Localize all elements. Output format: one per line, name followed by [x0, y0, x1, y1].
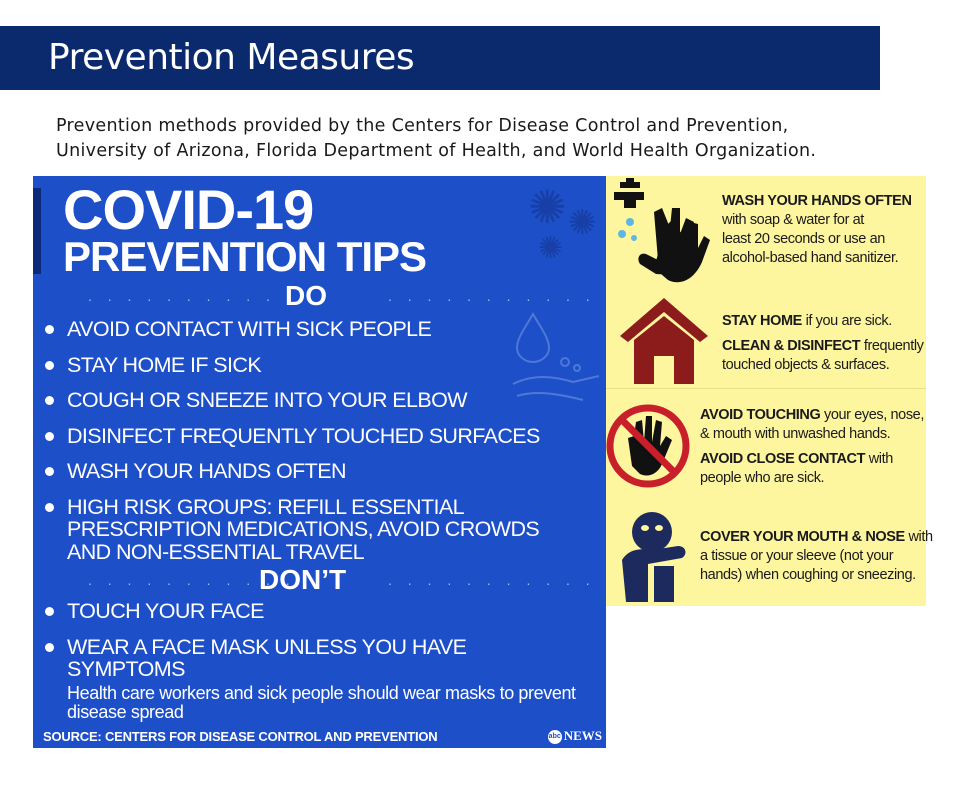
poster-heading — [63, 178, 427, 280]
virus-icon: ✺ — [538, 232, 564, 265]
covid-tips-poster — [33, 176, 606, 748]
abc-news-logo: abc NEWS — [548, 728, 602, 743]
dont-label: DON’T — [259, 564, 347, 595]
avoid-touching-text: AVOID TOUCHING your eyes, nose, & mouth with unwashed hands. AVOID CLOSE CONTACT with people who are sick. — [700, 407, 924, 486]
dot-leader: . . . . . . . . . . . — [88, 572, 296, 588]
dont-list — [43, 600, 503, 694]
poster-source: SOURCE: CENTERS FOR DISEASE CONTROL AND PREVENTION — [43, 729, 438, 744]
subtitle — [56, 114, 936, 164]
wash-hands-text: WASH YOUR HANDS OFTEN with soap & water for at least 20 seconds or use an alcohol-based hand sanitizer. — [722, 193, 912, 266]
do-item: HIGH RISK GROUPS: REFILL ESSENTIAL PRESCRIPTION MEDICATIONS, AVOID CROWDS AND NON-ESSENTIAL TRAVEL — [43, 496, 547, 564]
poster-heading-line-1: COVID-19 — [63, 178, 314, 241]
do-item: COUGH OR SNEEZE INTO YOUR ELBOW — [43, 389, 563, 412]
virus-icon: ✺ — [568, 204, 597, 242]
subtitle-line-2: University of Arizona, Florida Department of Health, and World Health Organization. — [56, 141, 817, 161]
mask-note: Health care workers and sick people should wear masks to prevent disease spread — [67, 683, 576, 722]
no-touching-icon — [606, 398, 692, 494]
cover-mouth-text: COVER YOUR MOUTH & NOSE with a tissue or your sleeve (not your hands) when coughing or sneezing. — [700, 529, 933, 583]
do-item: STAY HOME IF SICK — [43, 354, 563, 377]
abc-logo-icon: abc — [548, 730, 562, 744]
panel-divider — [606, 388, 926, 389]
heading-accent-stripe — [33, 188, 41, 274]
do-label: DO — [285, 280, 327, 311]
cover-mouth-person-icon — [608, 508, 694, 604]
stay-home-text: STAY HOME if you are sick. CLEAN & DISINFECT frequently touched objects & surfaces. — [722, 313, 924, 373]
dot-leader: . . . . . . . . . . . — [388, 288, 596, 304]
dot-leader: . . . . . . . . . . . — [388, 572, 596, 588]
virus-icon: ✺ — [528, 181, 567, 233]
page-title: Prevention Measures — [48, 37, 415, 78]
who-tips-panel — [606, 176, 933, 606]
dont-item: WEAR A FACE MASK UNLESS YOU HAVE SYMPTOMS — [43, 636, 507, 681]
title-bar — [0, 26, 880, 90]
dot-leader: . . . . . . . . . . . — [88, 288, 296, 304]
dont-item: TOUCH YOUR FACE — [43, 600, 503, 623]
hand-washing-faucet-icon — [610, 178, 714, 290]
do-item: AVOID CONTACT WITH SICK PEOPLE — [43, 318, 563, 341]
house-icon — [616, 294, 712, 386]
do-item: DISINFECT FREQUENTLY TOUCHED SURFACES — [43, 425, 563, 448]
do-item: WASH YOUR HANDS OFTEN — [43, 460, 563, 483]
do-list — [43, 318, 563, 577]
poster-heading-line-2: PREVENTION TIPS — [63, 233, 427, 280]
subtitle-line-1: Prevention methods provided by the Centers for Disease Control and Prevention, — [56, 116, 789, 136]
